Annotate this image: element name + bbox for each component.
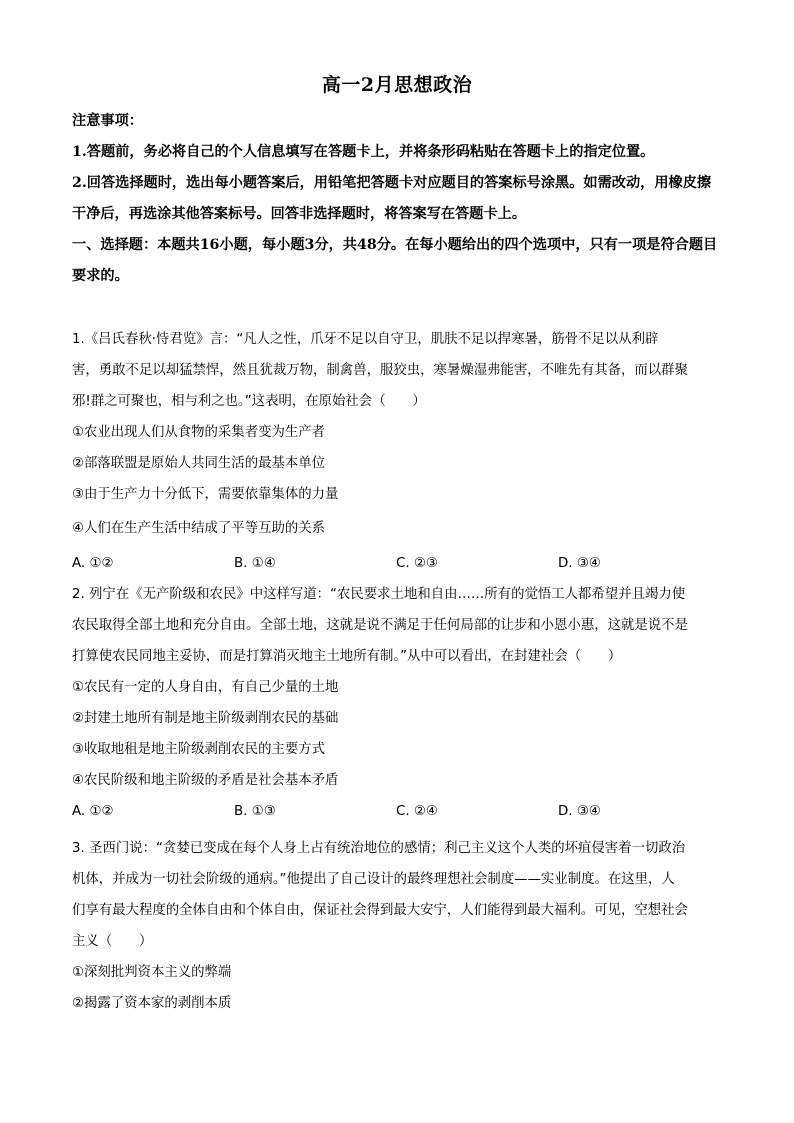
answer-choices [72, 796, 722, 827]
notes-item: 2.回答选择题时，选出每小题答案后，用铅笔把答题卡对应题目的答案标号涂黑。如需改动，用橡皮擦干净后，再选涂其他答案标号。回答非选择题时，将答案写在答题卡上。 [72, 175, 712, 222]
question-stem-line: 们享有最大程度的全体自由和个体自由，保证社会得到最大安宁，人们能得到最大福利。可见，空想社会 [72, 903, 688, 918]
statement-option: ①深刻批判资本主义的弊端 [72, 965, 232, 980]
choice-b: B. ①③ [234, 804, 276, 819]
statement-option: ②封建土地所有制是地主阶级剥削农民的基础 [72, 711, 339, 726]
question-3 [72, 833, 722, 1019]
question-2 [72, 579, 722, 827]
choice-c: C. ②④ [396, 804, 438, 819]
questions-section [72, 324, 722, 1019]
choice-d: D. ③④ [558, 556, 601, 571]
question-stem-line: 3. 圣西门说：“贪婪已变成在每个人身上占有统治地位的感情；利己主义这个人类的坏疽侵害着一切政治 [72, 841, 686, 856]
page-title: 高一2月思想政治 [321, 74, 473, 96]
statement-option: ③由于生产力十分低下，需要依靠集体的力量 [72, 487, 339, 502]
statement-option: ①农业出现人们从食物的采集者变为生产者 [72, 425, 326, 440]
question-stem-line: 主义（ ） [72, 934, 153, 949]
question-stem-line: 机体，并成为一切社会阶级的通病。”他提出了自己设计的最终理想社会制度——实业制度。在这里，人 [72, 872, 675, 887]
section-heading: 一、选择题：本题共16小题，每小题3分，共48分。在每小题给出的四个选项中，只有一项是符合题目要求的。 [72, 237, 718, 284]
statement-option: ②部落联盟是原始人共同生活的最基本单位 [72, 456, 326, 471]
question-1 [72, 324, 722, 579]
statement-option: ④农民阶级和地主阶级的矛盾是社会基本矛盾 [72, 773, 339, 788]
question-stem-line: 1.《吕氏春秋·恃君览》言：“凡人之性，爪牙不足以自守卫，肌肤不足以捍寒暑，筋骨不足以从利辟 [72, 332, 659, 347]
notes-section [72, 106, 722, 292]
question-stem-line: 打算使农民同地主妥协，而是打算消灭地主土地所有制。”从中可以看出，在封建社会（ ） [72, 649, 622, 664]
question-stem-line: 农民取得全部土地和充分自由。全部土地，这就是说不满足于任何局部的让步和小恩小惠，这就是说不是 [72, 618, 688, 633]
statement-option: ①农民有一定的人身自由，有自己少量的土地 [72, 680, 339, 695]
answer-choices [72, 548, 722, 579]
statement-option: ③收取地租是地主阶级剥削农民的主要方式 [72, 742, 326, 757]
question-stem-line: 2. 列宁在《无产阶级和农民》中这样写道：“农民要求土地和自由……所有的觉悟工人都希望并且竭力使 [72, 587, 686, 602]
choice-c: C. ②③ [396, 556, 438, 571]
statement-option: ②揭露了资本家的剥削本质 [72, 996, 232, 1011]
choice-b: B. ①④ [234, 556, 276, 571]
choice-d: D. ③④ [558, 804, 601, 819]
question-stem-line: 邪!群之可聚也，相与利之也。”这表明，在原始社会（ ） [72, 394, 426, 409]
choice-a: A. ①② [72, 804, 114, 819]
question-stem-line: 害，勇敢不足以却猛禁悍，然且犹裁万物，制禽兽，服狡虫，寒暑燥湿弗能害，不唯先有其备，而以群聚 [72, 363, 688, 378]
statement-option: ④人们在生产生活中结成了平等互助的关系 [72, 521, 326, 536]
choice-a: A. ①② [72, 556, 114, 571]
notes-item: 1.答题前，务必将自己的个人信息填写在答题卡上，并将条形码粘贴在答题卡上的指定位置。 [72, 144, 655, 160]
notes-heading: 注意事项： [72, 113, 143, 129]
